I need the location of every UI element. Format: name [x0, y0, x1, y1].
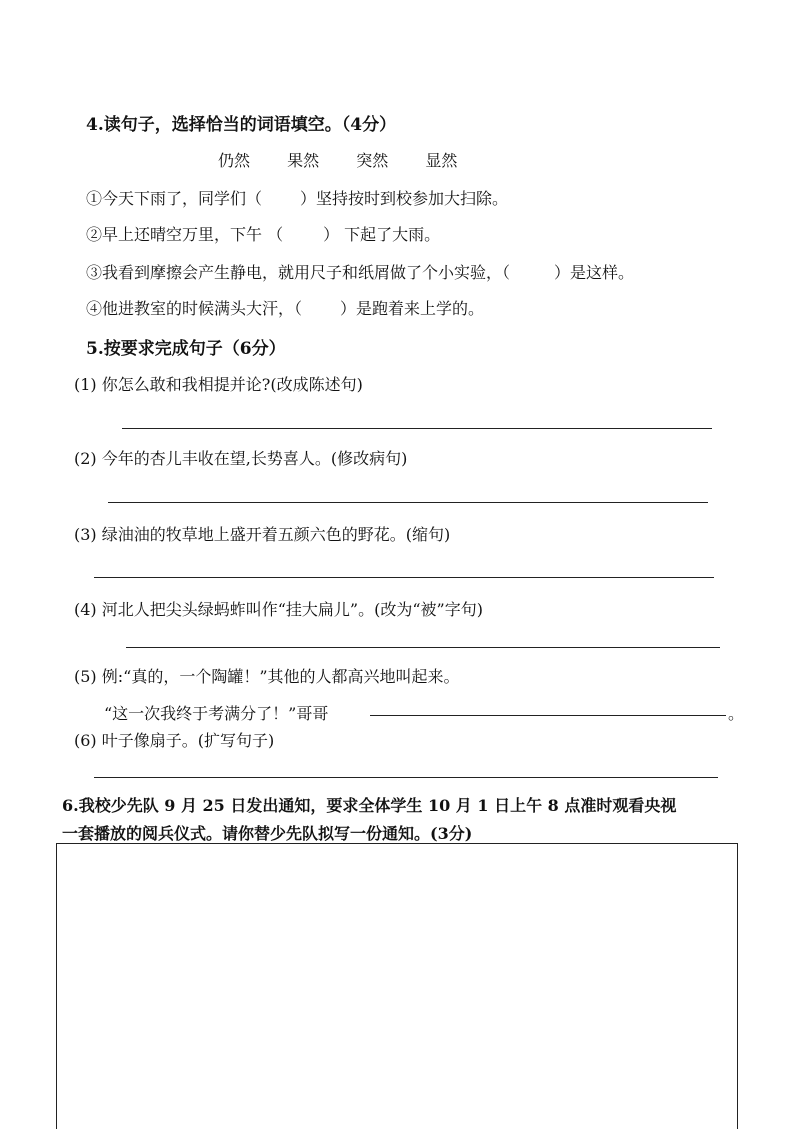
answer-line-1[interactable] — [122, 428, 712, 429]
q5-item-6: (6) 叶子像扇子。(扩写句子) — [74, 731, 275, 750]
q4-item-text: ）是这样。 — [554, 263, 635, 282]
q4-word-options — [218, 148, 489, 171]
word-option: 显然 — [425, 151, 458, 170]
answer-line-5[interactable] — [370, 715, 726, 716]
answer-line-6[interactable] — [94, 777, 718, 778]
q4-item-3 — [86, 260, 634, 283]
q5-example-prompt: “这一次我终于考满分了！”哥哥 — [104, 704, 329, 723]
q4-item-1 — [86, 186, 508, 209]
q5-item-4: (4) 河北人把尖头绿蚂蚱叫作“挂大扁儿”。(改为“被”字句) — [74, 600, 483, 619]
q6-line-1: 6.我校少先队 9 月 25 日发出通知，要求全体学生 10 月 1 日上午 8 点准时观看央视 — [62, 796, 677, 815]
notice-writing-box[interactable] — [56, 843, 738, 1129]
q4-item-text: ②早上还晴空万里，下午 （ — [86, 225, 284, 244]
q4-item-text: ）坚持按时到校参加大扫除。 — [300, 189, 509, 208]
q4-item-text: ①今天下雨了，同学们（ — [86, 189, 263, 208]
answer-line-3[interactable] — [94, 577, 714, 578]
q4-item-text: ④他进教室的时候满头大汗，（ — [86, 299, 303, 318]
answer-line-4[interactable] — [126, 647, 720, 648]
q5-example-end: 。 — [728, 704, 745, 723]
q4-item-text: ③我看到摩擦会产生静电，就用尺子和纸屑做了个小实验，（ — [86, 263, 511, 282]
word-option: 突然 — [356, 151, 389, 170]
q4-item-2 — [86, 222, 440, 245]
q4-item-text: ）是跑着来上学的。 — [340, 299, 485, 318]
q6-line-2: 一套播放的阅兵仪式。请你替少先队拟写一份通知。(3分) — [62, 824, 473, 843]
q5-item-3: (3) 绿油油的牧草地上盛开着五颜六色的野花。(缩句) — [74, 525, 451, 544]
word-option: 仍然 — [218, 151, 251, 170]
q4-item-4 — [86, 296, 484, 319]
answer-line-2[interactable] — [108, 502, 708, 503]
q5-item-5: (5) 例:“真的，一个陶罐！”其他的人都高兴地叫起来。 — [74, 667, 460, 686]
q5-item-2: (2) 今年的杏儿丰收在望,长势喜人。(修改病句) — [74, 449, 408, 468]
q4-item-text: ） 下起了大雨。 — [323, 225, 441, 244]
q5-title: 5.按要求完成句子（6分） — [86, 339, 286, 359]
q5-item-1: (1) 你怎么敢和我相提并论?(改成陈述句) — [74, 375, 363, 394]
word-option: 果然 — [287, 151, 320, 170]
q4-title: 4.读句子，选择恰当的词语填空。（4分） — [86, 115, 397, 135]
